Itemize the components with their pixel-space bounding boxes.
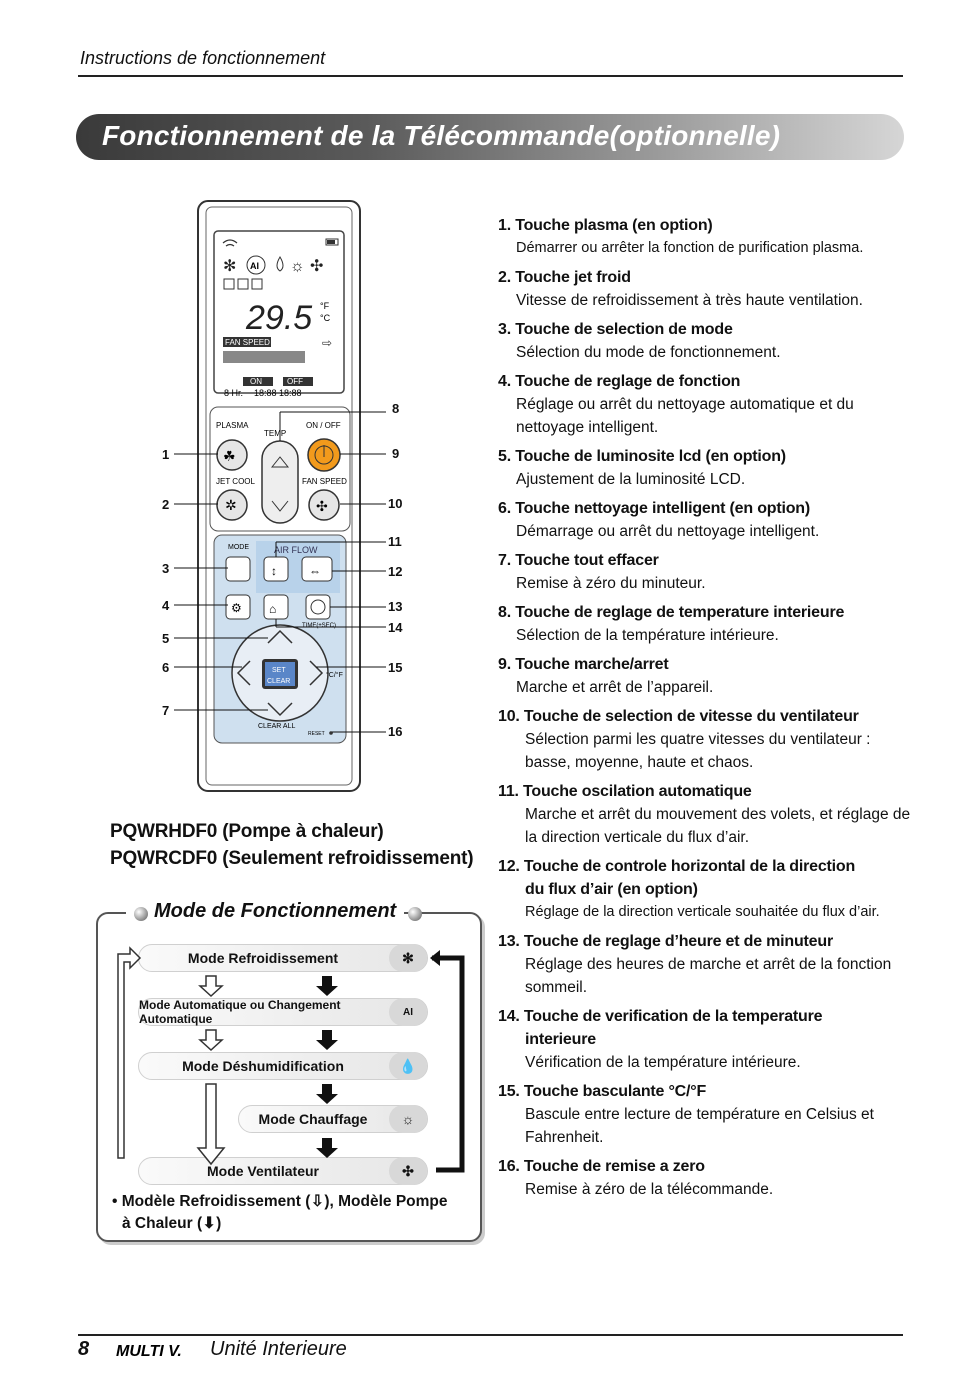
item-title: 8. Touche de reglage de temperature interieure: [498, 604, 845, 621]
list-item: [498, 1005, 918, 1074]
item-desc: Vitesse de refroidissement à très haute ventilation.: [516, 292, 863, 309]
item-desc: Réglage des heures de marche et arrêt de la fonction sommeil.: [525, 956, 892, 996]
item-title: 5. Touche de luminosite lcd (en option): [498, 448, 786, 465]
label-set: SET: [272, 667, 286, 674]
item-desc: Réglage ou arrêt du nettoyage automatique et du nettoyage intelligent.: [516, 396, 854, 436]
note-part-b: ), Modèle Pompe: [324, 1193, 448, 1210]
label-mode: MODE: [228, 544, 249, 551]
item-title: 1. Touche plasma (en option): [498, 217, 713, 234]
callout-9: 9: [392, 446, 400, 461]
model-line-2: PQWRCDF0 (Seulement refroidissement): [110, 848, 474, 869]
item-title-cont: interieure: [525, 1031, 596, 1048]
svg-text:⌂: ⌂: [269, 602, 277, 616]
lcd-f: °F: [320, 301, 330, 311]
list-item: [498, 266, 918, 312]
label-clear: CLEAR: [267, 678, 291, 685]
callout-5: 5: [162, 631, 170, 646]
timer-button[interactable]: [306, 595, 330, 619]
list-item: [498, 214, 918, 260]
lcd-ai-text: AI: [250, 261, 259, 271]
label-air-flow: AIR FLOW: [274, 545, 318, 555]
item-title: 16. Touche de remise a zero: [498, 1158, 705, 1175]
list-item: [498, 318, 918, 364]
list-item: [498, 497, 918, 543]
ai-icon: AI: [389, 998, 427, 1026]
callout-3: 3: [162, 561, 170, 576]
item-desc: Vérification de la température intérieure.: [525, 1054, 801, 1071]
footer-unit: Unité Interieure: [210, 1338, 347, 1360]
note-part-c: à Chaleur (: [122, 1215, 203, 1232]
list-item: [498, 445, 918, 491]
note-part-d: ): [216, 1215, 222, 1232]
fan-icon: ✣: [389, 1157, 427, 1185]
list-item: [498, 780, 918, 849]
sun-icon: ☼: [389, 1105, 427, 1133]
callout-11: 11: [388, 534, 402, 549]
list-item: [498, 1080, 918, 1149]
item-title: 3. Touche de selection de mode: [498, 321, 733, 338]
label-temp: TEMP: [264, 429, 287, 438]
svg-text:⇨: ⇨: [322, 336, 333, 350]
callout-10: 10: [388, 496, 403, 511]
mode-heat-label: Mode Chauffage: [258, 1111, 368, 1127]
header-section-label: Instructions de fonctionnement: [80, 48, 326, 68]
item-title: 6. Touche nettoyage intelligent (en option): [498, 500, 810, 517]
item-desc: Démarrage ou arrêt du nettoyage intelligent.: [516, 523, 820, 540]
page-number: 8: [78, 1338, 90, 1360]
callout-4: 4: [162, 598, 170, 613]
list-item: [498, 930, 918, 999]
svg-text:☘: ☘: [223, 448, 236, 464]
lcd-off: OFF: [287, 377, 303, 386]
list-item: [498, 653, 918, 699]
svg-text:⇔: ⇔: [309, 564, 321, 578]
item-title: 9. Touche marche/arret: [498, 656, 669, 673]
remote-illustration: [150, 195, 480, 805]
lcd-c: °C: [320, 313, 331, 323]
label-plasma: PLASMA: [216, 421, 249, 430]
callout-6: 6: [162, 660, 170, 675]
item-title-cont: du flux d’air (en option): [525, 881, 698, 898]
callout-16: 16: [388, 724, 403, 739]
item-desc: Marche et arrêt de l’appareil.: [516, 679, 714, 696]
lcd-temp: 29.5: [246, 299, 313, 337]
item-title: 14. Touche de verification de la temperature: [498, 1008, 823, 1025]
item-title: 12. Touche de controle horizontal de la direction: [498, 858, 856, 875]
snowflake-icon: ✻: [389, 944, 427, 972]
list-item: [498, 855, 918, 924]
callout-7: 7: [162, 703, 170, 718]
item-desc: Démarrer ou arrêter la fonction de purification plasma.: [516, 240, 864, 256]
footer-rule: [78, 1334, 903, 1336]
item-desc: Sélection de la température intérieure.: [516, 627, 779, 644]
list-item: [498, 549, 918, 595]
item-title: 4. Touche de reglage de fonction: [498, 373, 741, 390]
item-desc: Réglage de la direction verticale souhaitée du flux d’air.: [525, 904, 880, 920]
mode-fan-label: Mode Ventilateur: [206, 1163, 320, 1179]
svg-text:✲: ✲: [225, 497, 237, 513]
item-desc: Remise à zéro de la télécommande.: [525, 1181, 774, 1198]
lcd-fan-speed: FAN SPEED: [225, 338, 270, 347]
list-item: [498, 1155, 918, 1201]
label-jet-cool: JET COOL: [216, 477, 255, 486]
mode-title-text: Mode de Fonctionnement: [154, 900, 397, 922]
item-desc: Sélection parmi les quatre vitesses du ventilateur : basse, moyenne, haute et chaos.: [525, 731, 871, 771]
callout-8: 8: [392, 401, 400, 416]
svg-text:↕: ↕: [271, 564, 277, 578]
item-title: 13. Touche de reglage d’heure et de minuteur: [498, 933, 833, 950]
svg-text:✣: ✣: [316, 498, 328, 514]
svg-text:✻: ✻: [223, 258, 237, 275]
svg-text:☼: ☼: [290, 258, 305, 275]
callout-12: 12: [388, 564, 403, 579]
list-item: [498, 705, 918, 774]
header-rule: [78, 75, 903, 77]
note-part-a: • Modèle Refroidissement (: [112, 1193, 311, 1210]
callout-1: 1: [162, 447, 170, 462]
button-descriptions: [498, 214, 918, 1207]
label-on-off: ON / OFF: [306, 421, 341, 430]
lcd-on: ON: [250, 377, 262, 386]
page-title: Fonctionnement de la Télécommande(optionnelle): [102, 120, 781, 151]
model-names: [110, 818, 473, 872]
item-title: 10. Touche de selection de vitesse du ventilateur: [498, 708, 859, 725]
solid-arrow-icon: ⬇: [202, 1215, 216, 1232]
mode-auto-label: Mode Automatique ou Changement Automatique: [139, 998, 341, 1026]
list-item: [498, 601, 918, 647]
callout-2: 2: [162, 497, 170, 512]
item-title: 2. Touche jet froid: [498, 269, 631, 286]
item-title: 7. Touche tout effacer: [498, 552, 659, 569]
lcd-hr: 8 Hr.: [224, 388, 244, 398]
list-item: [498, 370, 918, 439]
mode-note: [112, 1191, 472, 1235]
label-reset: RESET: [308, 731, 325, 737]
callout-13: 13: [388, 599, 403, 614]
item-title: 15. Touche basculante °C/°F: [498, 1083, 707, 1100]
model-line-1: PQWRHDF0 (Pompe à chaleur): [110, 821, 384, 842]
item-desc: Sélection du mode de fonctionnement.: [516, 344, 781, 361]
mode-cooling-label: Mode Refroidissement: [187, 950, 339, 966]
mode-dry-label: Mode Déshumidification: [182, 1058, 344, 1074]
lcd-time: 18:88 18:88: [254, 388, 302, 398]
hollow-arrow-icon: ⇩: [310, 1193, 324, 1210]
label-fan-speed: FAN SPEED: [302, 477, 347, 486]
mode-button[interactable]: [226, 557, 250, 581]
label-cf: °C/°F: [326, 672, 343, 679]
callout-15: 15: [388, 660, 403, 675]
svg-text:✣: ✣: [310, 258, 324, 275]
svg-text:⚙: ⚙: [231, 601, 242, 615]
label-clear-all: CLEAR ALL: [258, 723, 296, 730]
multi-v-logo: [116, 1339, 206, 1366]
item-desc: Marche et arrêt du mouvement des volets, et réglage de la direction verticale du flux d’air.: [525, 806, 911, 846]
label-time: TIME(±SEC): [302, 623, 336, 629]
item-desc: Ajustement de la luminosité LCD.: [516, 471, 746, 488]
title-banner: [76, 114, 904, 160]
droplet-icon: 💧: [389, 1052, 427, 1080]
item-desc: Remise à zéro du minuteur.: [516, 575, 706, 592]
item-desc: Bascule entre lecture de température en Celsius et Fahrenheit.: [525, 1106, 874, 1146]
callout-14: 14: [388, 620, 403, 635]
item-title: 11. Touche oscilation automatique: [498, 783, 752, 800]
logo-text: MULTI V.: [116, 1343, 182, 1360]
